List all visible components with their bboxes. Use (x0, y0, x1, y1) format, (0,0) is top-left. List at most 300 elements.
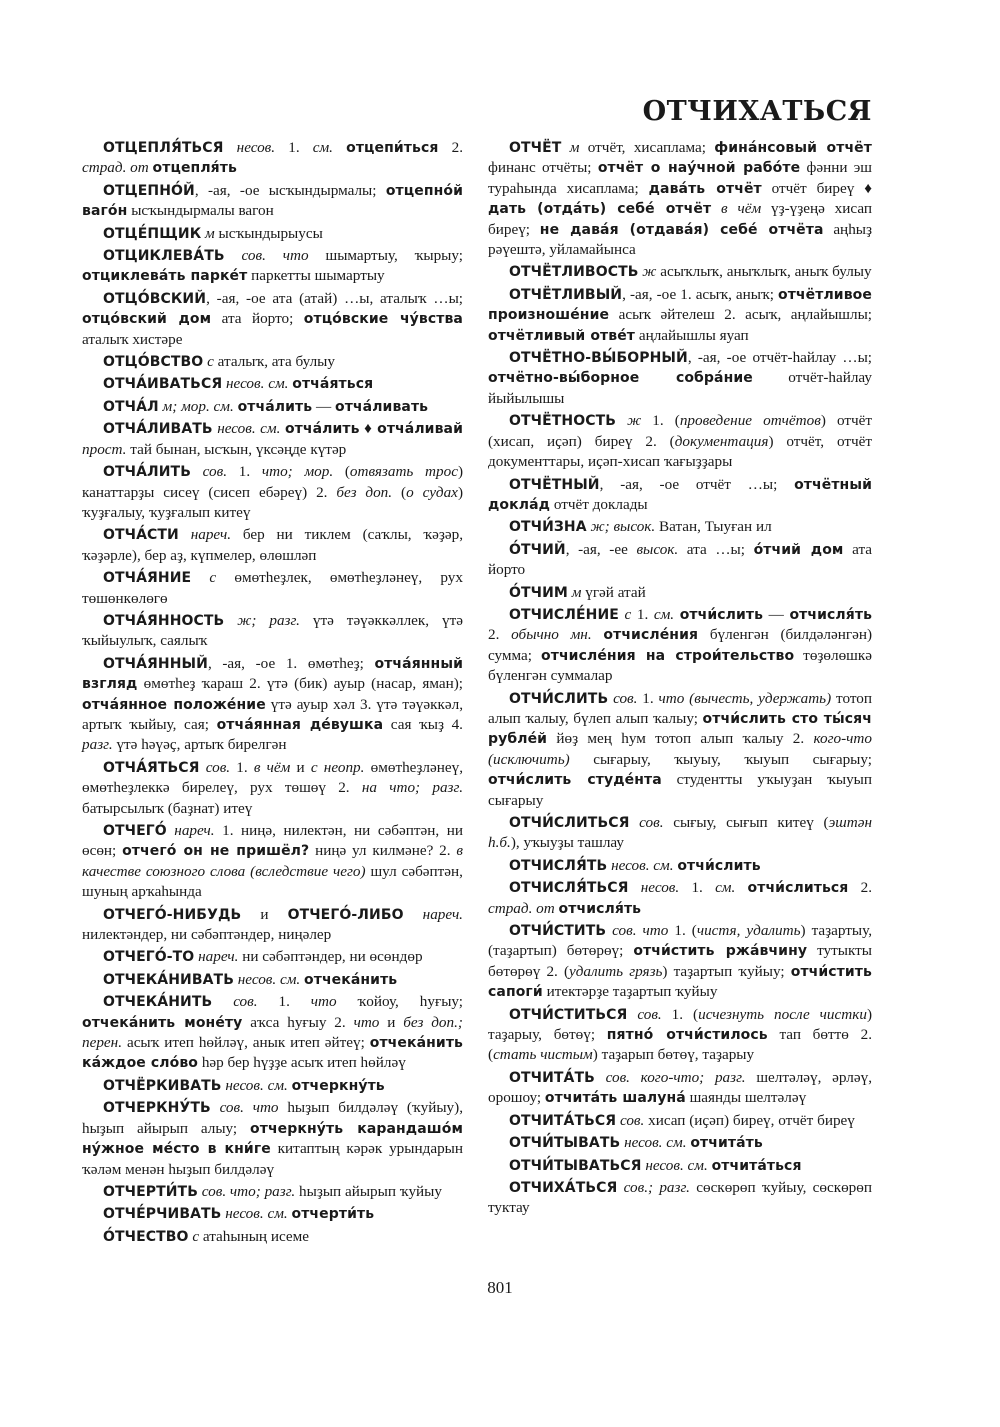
headword-text: отчётный докла́д (488, 476, 872, 513)
headword-text: отцо́вские чу́вства (303, 311, 463, 328)
headword-text: отчи́слить (677, 857, 761, 874)
translation-text: аталыҡ, ата булыу (213, 353, 335, 371)
grammar-label: ж; разг. (224, 611, 300, 629)
dictionary-entry (488, 1133, 872, 1153)
translation-text: 2. (438, 139, 463, 156)
grammar-label: в чём (253, 758, 291, 776)
translation-text: өмөтһеҙ ҡараш 2. үтә (бик) ауыр (насар, яман); (137, 675, 463, 693)
dictionary-entry (488, 921, 872, 1003)
translation-text: аталыҡ хистәре (82, 330, 183, 348)
page-number: 801 (487, 1278, 513, 1297)
translation-text: ысҡындырмалы вагон (127, 202, 274, 220)
translation-text: ( (333, 463, 350, 481)
grammar-label: с (191, 569, 217, 587)
grammar-label: что (вычесть, удержать) (658, 689, 832, 707)
grammar-label: страд. от (82, 159, 153, 177)
headword-text: ОТЧИ́ТЫВАТЬСЯ (509, 1157, 642, 1174)
headword-text: ОТЧИТА́ТЬСЯ (509, 1112, 617, 1129)
dictionary-entry (82, 224, 463, 244)
translation-text: отчёт доклады (550, 495, 648, 513)
dictionary-entry (82, 374, 463, 394)
translation-text: 1. (278, 993, 311, 1011)
translation-text: и (379, 1013, 404, 1031)
headword-text: отча́янная де́вушка (216, 716, 384, 733)
headword-text: ОТЧЕРТИ́ТЬ (103, 1183, 198, 1200)
headword-text: отчётно-вы́борное собра́ние (488, 370, 753, 387)
headword-text: ОТЧА́Л (103, 398, 159, 415)
grammar-label: сов. что; разг. (197, 1182, 296, 1200)
translation-text: ( (392, 483, 407, 501)
translation-text: 2. (848, 879, 873, 897)
grammar-label: сов.; разг. (617, 1178, 690, 1196)
translation-text: ни сәбәптәндер, ни өсөндөр (238, 948, 423, 966)
headword-text: ОТЦО́ВСТВО (103, 354, 204, 371)
headword-text: отчи́стить сапоги́ (488, 963, 872, 1001)
translation-text: ) ҡуҙғалыу, ҡуҙғалып китеү (82, 483, 463, 521)
dictionary-entry (82, 246, 463, 287)
grammar-label: в качестве союзного слова (вследствие чего) (82, 842, 463, 880)
translation-text: 2. (488, 626, 512, 644)
grammar-label: сов. что (224, 247, 309, 265)
grammar-label: м; мор. см. (158, 397, 238, 415)
grammar-label: с (203, 353, 214, 371)
dictionary-entry (82, 1204, 463, 1224)
grammar-label: без доп.; перен. (82, 1013, 463, 1052)
dictionary-entry (82, 947, 463, 967)
dictionary-entry (82, 352, 463, 372)
headword-text: отчита́ть (690, 1135, 763, 1152)
grammar-label: что (310, 993, 337, 1011)
headword-text: ОТЧЕГО́-ЛИБО (287, 906, 404, 923)
headword-text: ОТЧЁТНО-ВЫ́БОРНЫЙ (509, 350, 688, 367)
grammar-label: нареч. (178, 526, 231, 544)
headword-text: ОТЧЁТЛИВОСТЬ (509, 264, 639, 281)
headword-text: о́тчий дом (753, 541, 844, 558)
dictionary-entry (488, 605, 872, 687)
grammar-label: что (353, 1013, 380, 1031)
translation-text: атаһының исеме (199, 1227, 309, 1245)
grammar-label: проведение отчётов (679, 412, 821, 430)
translation-text: шымартыу, ҡырыу; (308, 247, 464, 265)
headword-text: ОТЦЕПЛЯ́ТЬСЯ (103, 140, 224, 156)
translation-text: — (312, 397, 335, 415)
dictionary-entry (82, 611, 463, 652)
dictionary-entry (82, 289, 463, 350)
grammar-label: несов. см. (222, 375, 293, 393)
headword-text: отчеркну́ть карандашо́м ну́жное ме́сто в кни́ге (82, 1120, 463, 1158)
headword-text: отча́янное положе́ние (82, 696, 266, 713)
translation-text: асыҡ әйтелеш 2. асыҡ, аңлайышлы; (609, 306, 872, 324)
headword-text: ОТЧА́ЯТЬСЯ (103, 759, 200, 776)
dictionary-entry (488, 262, 872, 282)
translation-text: өмөтһеҙләнеү, өмөтһеҙлеккә бирелеү, рух төшөү 2. (82, 758, 463, 797)
grammar-label: кого-что (исключить) (488, 730, 872, 768)
translation-text (592, 626, 604, 643)
grammar-label: несов. см. (221, 1076, 292, 1094)
translation-text: тай бынан, ысҡын, үксәңде күтәр (126, 440, 347, 458)
grammar-label: эштән һ.б. (488, 814, 872, 852)
translation-text: отчёт биреү ♦ (761, 179, 872, 197)
grammar-label: исчезнуть после чистки (698, 1005, 867, 1023)
headword-text: отча́янный взгляд (82, 655, 463, 693)
grammar-label: несов. см. (221, 1205, 292, 1223)
headword-text: ОТЧЁТ (509, 140, 562, 156)
headword-text: отчита́ться (711, 1157, 802, 1174)
dictionary-entry (488, 138, 872, 260)
grammar-label: несов. (628, 879, 692, 897)
headword-text: отцепно́й ваго́н (82, 182, 463, 220)
translation-text: 1. (642, 689, 659, 707)
translation-text: хисап (иҫәп) биреү, отчёт биреү (644, 1111, 855, 1129)
translation-text: ) таҙарыу, бөтөү; (488, 1005, 872, 1044)
translation-text: 1. ( (674, 922, 697, 940)
headword-text: отчи́слить студе́нта (488, 772, 662, 789)
grammar-label: нареч. (403, 905, 463, 923)
headword-text: отча́яться (292, 376, 374, 393)
grammar-label: сов. (199, 758, 237, 776)
translation-text: ♦ (359, 420, 378, 438)
dictionary-entry (488, 583, 872, 603)
headword-text: отчётливый отве́т (488, 327, 636, 344)
translation-text: ) отчёт (хисап, иҫәп) биреү 2. ( (488, 412, 872, 450)
headword-text: ОТЧА́ЛИВАТЬ (103, 421, 213, 438)
translation-text: һыҙып билдәләү (ҡуйыу), һыҙып айырып алыу; (82, 1099, 463, 1137)
dictionary-entry (82, 397, 463, 417)
translation-text: ), уҡыуҙы ташлау (510, 834, 624, 852)
dictionary-entry (82, 568, 463, 609)
dictionary-entry (82, 654, 463, 756)
translation-text: Ватан, Тыуған ил (655, 518, 772, 536)
grammar-label: обычно мн. (511, 626, 592, 644)
headword-text: ОТЧИСЛЕ́НИЕ (509, 606, 619, 623)
dictionary-entry (488, 1156, 872, 1176)
grammar-label: отвязать трос (349, 463, 458, 481)
headword-text: отчисле́ния на строи́тельство (541, 647, 795, 664)
translation-text: 1. ( (641, 412, 680, 430)
translation-text: , -ая, -ое ысҡындырмалы; (194, 181, 386, 199)
grammar-label: сов. (629, 814, 664, 831)
translation-text: бүленгән (билдәләнгән) сумма; (488, 626, 873, 664)
grammar-label: сов. что (210, 1099, 279, 1117)
translation-text: отчёт-һайлау йыйылышы (488, 369, 872, 407)
translation-text: ниңә ул килмәне? 2. (309, 842, 457, 860)
dictionary-entry (488, 540, 872, 581)
grammar-label: несов. см. (607, 856, 678, 874)
left-column (82, 138, 463, 1247)
headword-text: отчека́нить моне́ту (82, 1014, 243, 1031)
headword-text: фина́нсовый отчёт (714, 140, 872, 156)
headword-text: отчёт о нау́чной рабо́те (597, 160, 801, 177)
grammar-label: в чём (711, 200, 762, 218)
translation-text: төҙөлөшкә бүленгән суммалар (488, 646, 872, 685)
dictionary-entry (82, 1098, 463, 1180)
headword-text: ОТЧА́ИВАТЬСЯ (103, 376, 223, 393)
grammar-label: м (201, 224, 215, 242)
headword-text: ОТЧИ́СТИТЬ (509, 923, 607, 940)
grammar-label: с (188, 1227, 200, 1245)
translation-text: шаянды шелтәләү (685, 1089, 807, 1107)
translation-text: тотоп алып ҡалыу, бүлеп алып ҡалыу; (488, 689, 872, 727)
headword-text: ОТЧИ́СЛИТЬ (509, 690, 609, 707)
grammar-label: сов. (190, 463, 239, 481)
translation-text: ) канаттарҙы сисеү (сисеп ебәреү) 2. (82, 463, 463, 501)
translation-text: студентты уҡыуҙан ҡыуып сығарыу (488, 771, 872, 809)
grammar-label: м (561, 139, 580, 156)
translation-text: ата йорто; (211, 310, 304, 328)
headword-text: ОТЧИ́ЗНА (509, 519, 587, 536)
headword-text: ОТЧИ́ТЫВАТЬ (509, 1135, 621, 1152)
headword-text: ОТЧА́ЛИТЬ (103, 464, 191, 481)
grammar-label: с (618, 605, 632, 623)
translation-text: 1. ( (671, 1005, 699, 1023)
translation-text: ата …ы; (678, 540, 754, 558)
headword-text: ОТЧЕГО́ (103, 823, 167, 839)
translation-text: , -ая, -ое отчёт-һайлау …ы; (687, 349, 872, 367)
dictionary-entry (488, 411, 872, 472)
headword-text: ОТЧА́ЯННЫЙ (103, 655, 208, 672)
grammar-label: высок. (636, 540, 679, 558)
headword-text: отчи́слиться (747, 880, 849, 897)
translation-text: сая ҡыҙ 4. (383, 715, 463, 733)
headword-text: отчего́ он не пришёл? (122, 843, 310, 860)
headword-text: отча́лить (237, 398, 313, 415)
translation-text: асыҡлыҡ, аныҡлыҡ, аныҡ булыу (656, 263, 872, 281)
translation-text: шелтәләү, әрләү, орошоу; (488, 1068, 873, 1107)
dictionary-entry (488, 813, 872, 854)
grammar-label: ж (638, 263, 657, 281)
dictionary-entry (82, 1076, 463, 1096)
translation-text: ) таҙарып бөтөү, таҙарыу (592, 1046, 755, 1064)
headword-text: ОТЦЕ́ПЩИК (103, 225, 202, 242)
translation-text: аңлайышлы яуап (635, 326, 749, 344)
grammar-label: без доп. (336, 483, 393, 501)
translation-text: нилектәндер, ни сәбәптәндер, ниңәлер (82, 926, 332, 944)
headword-text: ОТЧИ́СЛИТЬСЯ (509, 815, 630, 831)
translation-text: 1. (631, 605, 654, 623)
translation-text: отчёт, хисаплама; (579, 139, 715, 156)
dictionary-entry (488, 1005, 872, 1066)
dictionary-entry (82, 905, 463, 946)
headword-text: ОТЦИКЛЕВА́ТЬ (103, 248, 225, 265)
headword-text: ОТЧЁРКИВАТЬ (103, 1077, 222, 1094)
headword-text: отцепи́ться (346, 140, 439, 156)
grammar-label: м (567, 583, 582, 601)
translation-text: өмөтһеҙлек, өмөтһеҙләнеү, рух төшөнкөлөгө (82, 569, 463, 607)
translation-text: итектәрҙе таҙартып ҡуйыу (542, 983, 718, 1001)
headword-text: отцепля́ть (152, 160, 237, 177)
translation-text: паркетты шымартыу (247, 267, 385, 285)
dictionary-entry (82, 758, 463, 819)
translation-text: йөҙ мең һум тотоп алып ҡалыу 2. (547, 730, 814, 748)
translation-text: тап бөттө 2. ( (488, 1026, 872, 1064)
headword-text: отчи́слить (679, 606, 764, 623)
translation-text: ) таҙартыу, (таҙартып) бөтөрөү; (488, 922, 872, 960)
dictionary-entry (488, 1178, 872, 1219)
translation-text: аңһыҙ рәүештә, уйламайынса (488, 220, 872, 259)
translation-text: ысҡындырыусы (214, 224, 323, 242)
translation-text: китаптың кәрәк урындарын ҡәләм менән һыҙып билдәләү (82, 1140, 463, 1178)
headword-text: отчисле́ния (603, 627, 699, 644)
headword-text: ОТЧИТА́ТЬ (509, 1069, 595, 1086)
translation-text: үтә тәүәккәллек, үтә ҡыйыулыҡ, саялыҡ (82, 611, 463, 650)
headword-text: ОТЧЕКА́НИТЬ (103, 994, 213, 1011)
headword-text: отчисля́ть (558, 900, 642, 917)
translation-text: үҙ-үҙеңә хисап биреү; (488, 200, 873, 238)
translation-text: ) таҙартып ҡуйыу; (662, 962, 791, 980)
headword-text: ОТЧА́ЯНИЕ (103, 570, 192, 587)
headword-text: отчи́стить ржа́вчину (633, 943, 808, 960)
grammar-label: несов. (223, 139, 289, 156)
headword-text: отчисля́ть (789, 606, 873, 623)
grammar-label: несов. см. (212, 420, 285, 438)
translation-text: тутыкты бөтөрөү 2. ( (488, 942, 872, 980)
headword-text: отча́ливай (377, 421, 463, 438)
dictionary-entry (488, 689, 872, 811)
dictionary-entry (82, 462, 463, 523)
headword-text: не дава́я (отдава́я) себе́ отчёта (539, 221, 824, 238)
headword-text: ОТЦО́ВСКИЙ (103, 290, 207, 307)
grammar-label: чистя, удалить (696, 922, 801, 940)
headword-text: ОТЧЕГО́-ТО (103, 949, 195, 966)
headword-text: отчита́ть шалуна́ (544, 1090, 686, 1107)
dictionary-entry (82, 821, 463, 903)
dictionary-entry (82, 1182, 463, 1202)
translation-text: 1. (236, 758, 254, 776)
dictionary-entry (488, 285, 872, 346)
dictionary-entry (82, 138, 463, 179)
grammar-label: о судах (406, 483, 458, 501)
dictionary-entry (488, 348, 872, 409)
headword-text: ОТЧЁТЛИВЫЙ (509, 286, 623, 303)
grammar-label: удалить грязь (569, 962, 663, 980)
grammar-label: сов. кого-что; разг. (594, 1068, 746, 1086)
headword-text: отцо́вский дом (82, 311, 212, 328)
translation-text: сығыу, сығып китеү ( (663, 814, 829, 831)
translation-text: — (763, 605, 790, 623)
dictionary-entry (488, 856, 872, 876)
translation-text: үтә һәүәҫ, артыҡ бирелгән (112, 736, 287, 754)
headword-text: отчерти́ть (291, 1206, 375, 1223)
dictionary-entry (82, 1227, 463, 1247)
dictionary-entry (488, 517, 872, 537)
headword-text: ОТЧЕКА́НИВАТЬ (103, 971, 234, 988)
headword-text: отчи́слить сто ты́сяч рубле́й (488, 710, 872, 748)
translation-text: үтә ауыр хәл 3. үтә тәүәккәл, артыҡ ҡыйыу, сая; (82, 695, 463, 733)
grammar-label: прост. (82, 440, 127, 458)
headword-text: О́ТЧЕСТВО (103, 1228, 189, 1245)
grammar-label: сов. (212, 993, 279, 1011)
grammar-label: на что; разг. (361, 779, 463, 797)
grammar-label: сов. (608, 689, 643, 707)
translation-text: һыҙып айырып ҡуйыу (295, 1182, 442, 1200)
grammar-label: несов. см. (641, 1156, 712, 1174)
translation-text: и (290, 758, 311, 776)
headword-text: отчека́нить ка́ждое сло́во (82, 1035, 463, 1072)
translation-text: 1. (691, 879, 716, 897)
headword-text: ОТЧЕГО́-НИБУДЬ (103, 906, 242, 923)
grammar-label: страд. от (488, 899, 559, 917)
translation-text: , -ая, -ое ата (атай) …ы, аталыҡ …ы; (206, 289, 463, 307)
dictionary-entry (82, 992, 463, 1074)
right-column (488, 138, 872, 1219)
headword-text: ОТЧИСЛЯ́ТЬСЯ (509, 880, 629, 897)
headword-text: ОТЧА́СТИ (103, 527, 179, 544)
headword-text: отчеркну́ть (291, 1077, 385, 1094)
grammar-label: документация (674, 432, 769, 450)
grammar-label: сов. (616, 1111, 645, 1129)
headword-text: ОТЧЕ́РЧИВАТЬ (103, 1206, 222, 1223)
grammar-label: сов. что (606, 922, 675, 940)
headword-text: ОТЧЁТНЫЙ (509, 476, 600, 493)
dictionary-entry (82, 525, 463, 566)
translation-text: , -ая, -ое 1. өмөтһеҙ; (207, 654, 375, 672)
grammar-label: что; мор. (261, 463, 334, 481)
dictionary-entry (488, 475, 872, 516)
translation-text: , -ая, -ое отчёт …ы; (599, 475, 795, 493)
headword-text: дава́ть отчёт (648, 180, 762, 197)
grammar-label: ж (616, 412, 642, 430)
grammar-label: см. (653, 605, 680, 623)
translation-text: сығарыу, ҡыуыу, ҡыуып сығарыу; (569, 750, 872, 768)
translation-text: , -ая, -ое 1. асыҡ, аныҡ; (622, 285, 778, 303)
grammar-label: см. (715, 879, 748, 897)
translation-text: 1. (288, 139, 313, 156)
grammar-label: несов. см. (233, 970, 305, 988)
translation-text: аҡса һуғыу 2. (242, 1013, 354, 1031)
grammar-label: ж; высок. (586, 518, 656, 536)
translation-text: һәр бер һүҙҙе асыҡ итеп һөйләү (198, 1054, 406, 1072)
translation-text: ҡойоу, һуғыу; (336, 993, 464, 1011)
headword-text: отча́ливать (335, 398, 429, 415)
translation-text: батырсылыҡ (баҙнат) итеү (82, 799, 253, 817)
headword-text: дать (отда́ть) себе́ отчёт (488, 201, 712, 218)
running-head: ОТЧИХАТЬСЯ (642, 96, 872, 127)
translation-text: фәнни эш тураһында хисаплама; (488, 159, 872, 197)
translation-text: шул сәбәптән, шуның арҡаһында (82, 862, 463, 901)
dictionary-entry (82, 419, 463, 460)
translation-text: 1. (238, 463, 262, 481)
translation-text: 1. ниңә, нилектән, ни сәбәптән, ни өсөн; (82, 822, 463, 860)
grammar-label: нареч. (194, 948, 239, 966)
translation-text: үгәй атай (581, 583, 646, 601)
grammar-label: сов. (627, 1005, 672, 1023)
headword-text: отчека́нить (304, 971, 398, 988)
dictionary-entry (488, 1068, 872, 1109)
headword-text: отча́лить (284, 421, 360, 438)
headword-text: отциклева́ть парке́т (82, 268, 248, 285)
translation-text: ) отчёт, отчёт документтары, иҫәп-хисап ҡағыҙҙары (488, 432, 872, 471)
dictionary-entry (82, 181, 463, 222)
translation-text: бер ни тиклем (саҡлы, ҡәҙәр, ҡәҙәрле), бер аҙ, күпмелер, өлөшләп (82, 526, 463, 564)
headword-text: ОТЧИСЛЯ́ТЬ (509, 857, 608, 874)
grammar-label: несов. см. (620, 1134, 691, 1152)
grammar-label: стать чистым (493, 1046, 593, 1064)
grammar-label: разг. (82, 736, 113, 754)
headword-text: О́ТЧИМ (509, 584, 568, 601)
translation-text: ата йорто (488, 540, 873, 579)
grammar-label: с неопр. (310, 758, 365, 776)
headword-text: О́ТЧИЙ (509, 541, 566, 558)
headword-text: ОТЧЕРКНУ́ТЬ (103, 1100, 211, 1117)
headword-text: отчётливое произноше́ние (488, 286, 872, 324)
translation-text: сөскөрөп ҡуйыу, сөскөрөп туктау (488, 1178, 872, 1217)
translation-text: финанс отчёты; (488, 159, 598, 177)
headword-text: ОТЦЕПНО́Й (103, 182, 195, 199)
dictionary-entry (488, 1111, 872, 1131)
dictionary-entry (82, 970, 463, 990)
grammar-label: см. (312, 139, 347, 156)
grammar-label: нареч. (166, 822, 215, 839)
